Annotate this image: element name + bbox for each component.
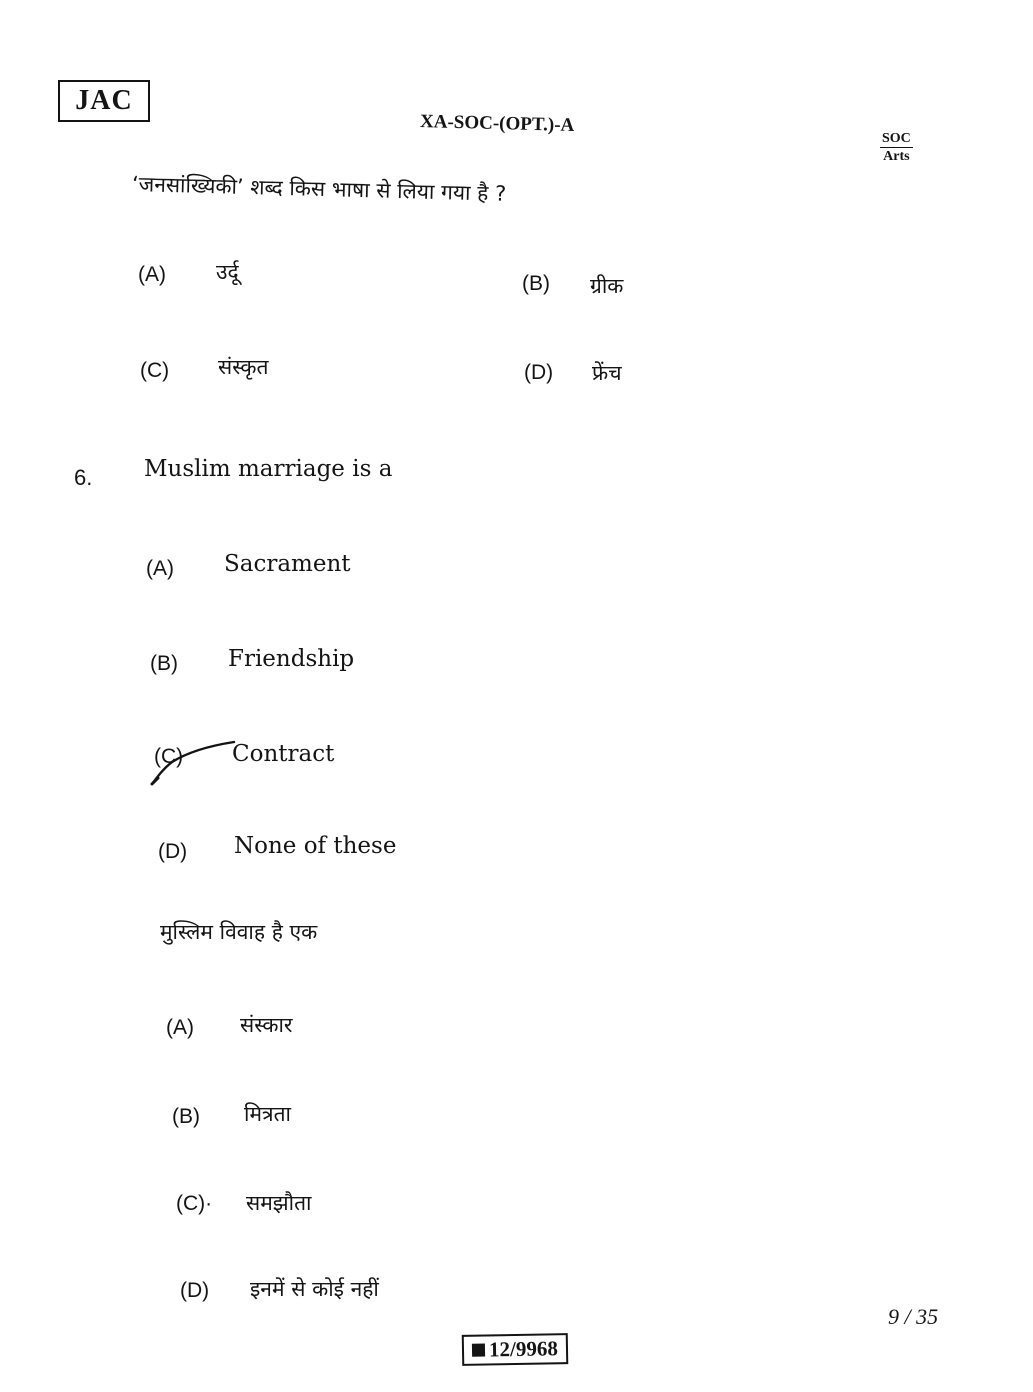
prev-option-a-text: उर्दू: [216, 260, 239, 284]
black-square-icon: [472, 1344, 485, 1357]
option-a-label-en: (A): [146, 557, 174, 580]
prev-option-c-label: (C): [140, 359, 170, 382]
option-d-text-hi: इनमें से कोई नहीं: [250, 1277, 379, 1301]
prev-option-d-text: फ्रेंच: [592, 361, 622, 385]
option-d-text-en: None of these: [234, 833, 397, 859]
subject-top: SOC: [882, 131, 911, 146]
serial-number-box: [462, 1333, 568, 1366]
option-d-label-en: (D): [158, 840, 188, 863]
option-d-label-hi: (D): [180, 1279, 210, 1302]
option-c-label-en: (C): [154, 745, 184, 768]
option-a-label-hi: (A): [166, 1016, 194, 1039]
serial-number: 12/9968: [488, 1336, 559, 1362]
jac-logo: JAC: [58, 80, 150, 122]
subject-bottom: Arts: [883, 149, 910, 164]
option-a-text-hi: संस्कार: [240, 1013, 293, 1037]
question-text-hi: मुस्लिम विवाह है एक: [160, 920, 318, 944]
paper-code: XA-SOC-(OPT.)-A: [419, 110, 575, 137]
prev-option-b-text: ग्रीक: [590, 274, 624, 298]
question-text-en: Muslim marriage is a: [144, 456, 393, 482]
option-c-text-hi: समझौता: [246, 1191, 312, 1215]
subject-label: [880, 130, 913, 165]
option-c-text-en: Contract: [232, 741, 335, 767]
prev-option-c-text: संस्कृत: [218, 355, 269, 379]
option-b-text-en: Friendship: [228, 646, 355, 672]
option-c-label-hi: (C)·: [176, 1192, 213, 1215]
prev-option-b-label: (B): [522, 272, 550, 295]
option-b-label-en: (B): [150, 652, 178, 675]
prev-question-text: ‘जनसांख्यिकी’ शब्द किस भाषा से लिया गया है ?: [131, 172, 507, 206]
prev-option-d-label: (D): [524, 361, 554, 384]
question-number: 6.: [74, 465, 93, 490]
option-b-label-hi: (B): [172, 1105, 200, 1128]
page-number: 9 / 35: [888, 1304, 939, 1329]
option-b-text-hi: मित्रता: [244, 1102, 291, 1126]
option-a-text-en: Sacrament: [224, 551, 351, 577]
prev-option-a-label: (A): [138, 263, 166, 286]
